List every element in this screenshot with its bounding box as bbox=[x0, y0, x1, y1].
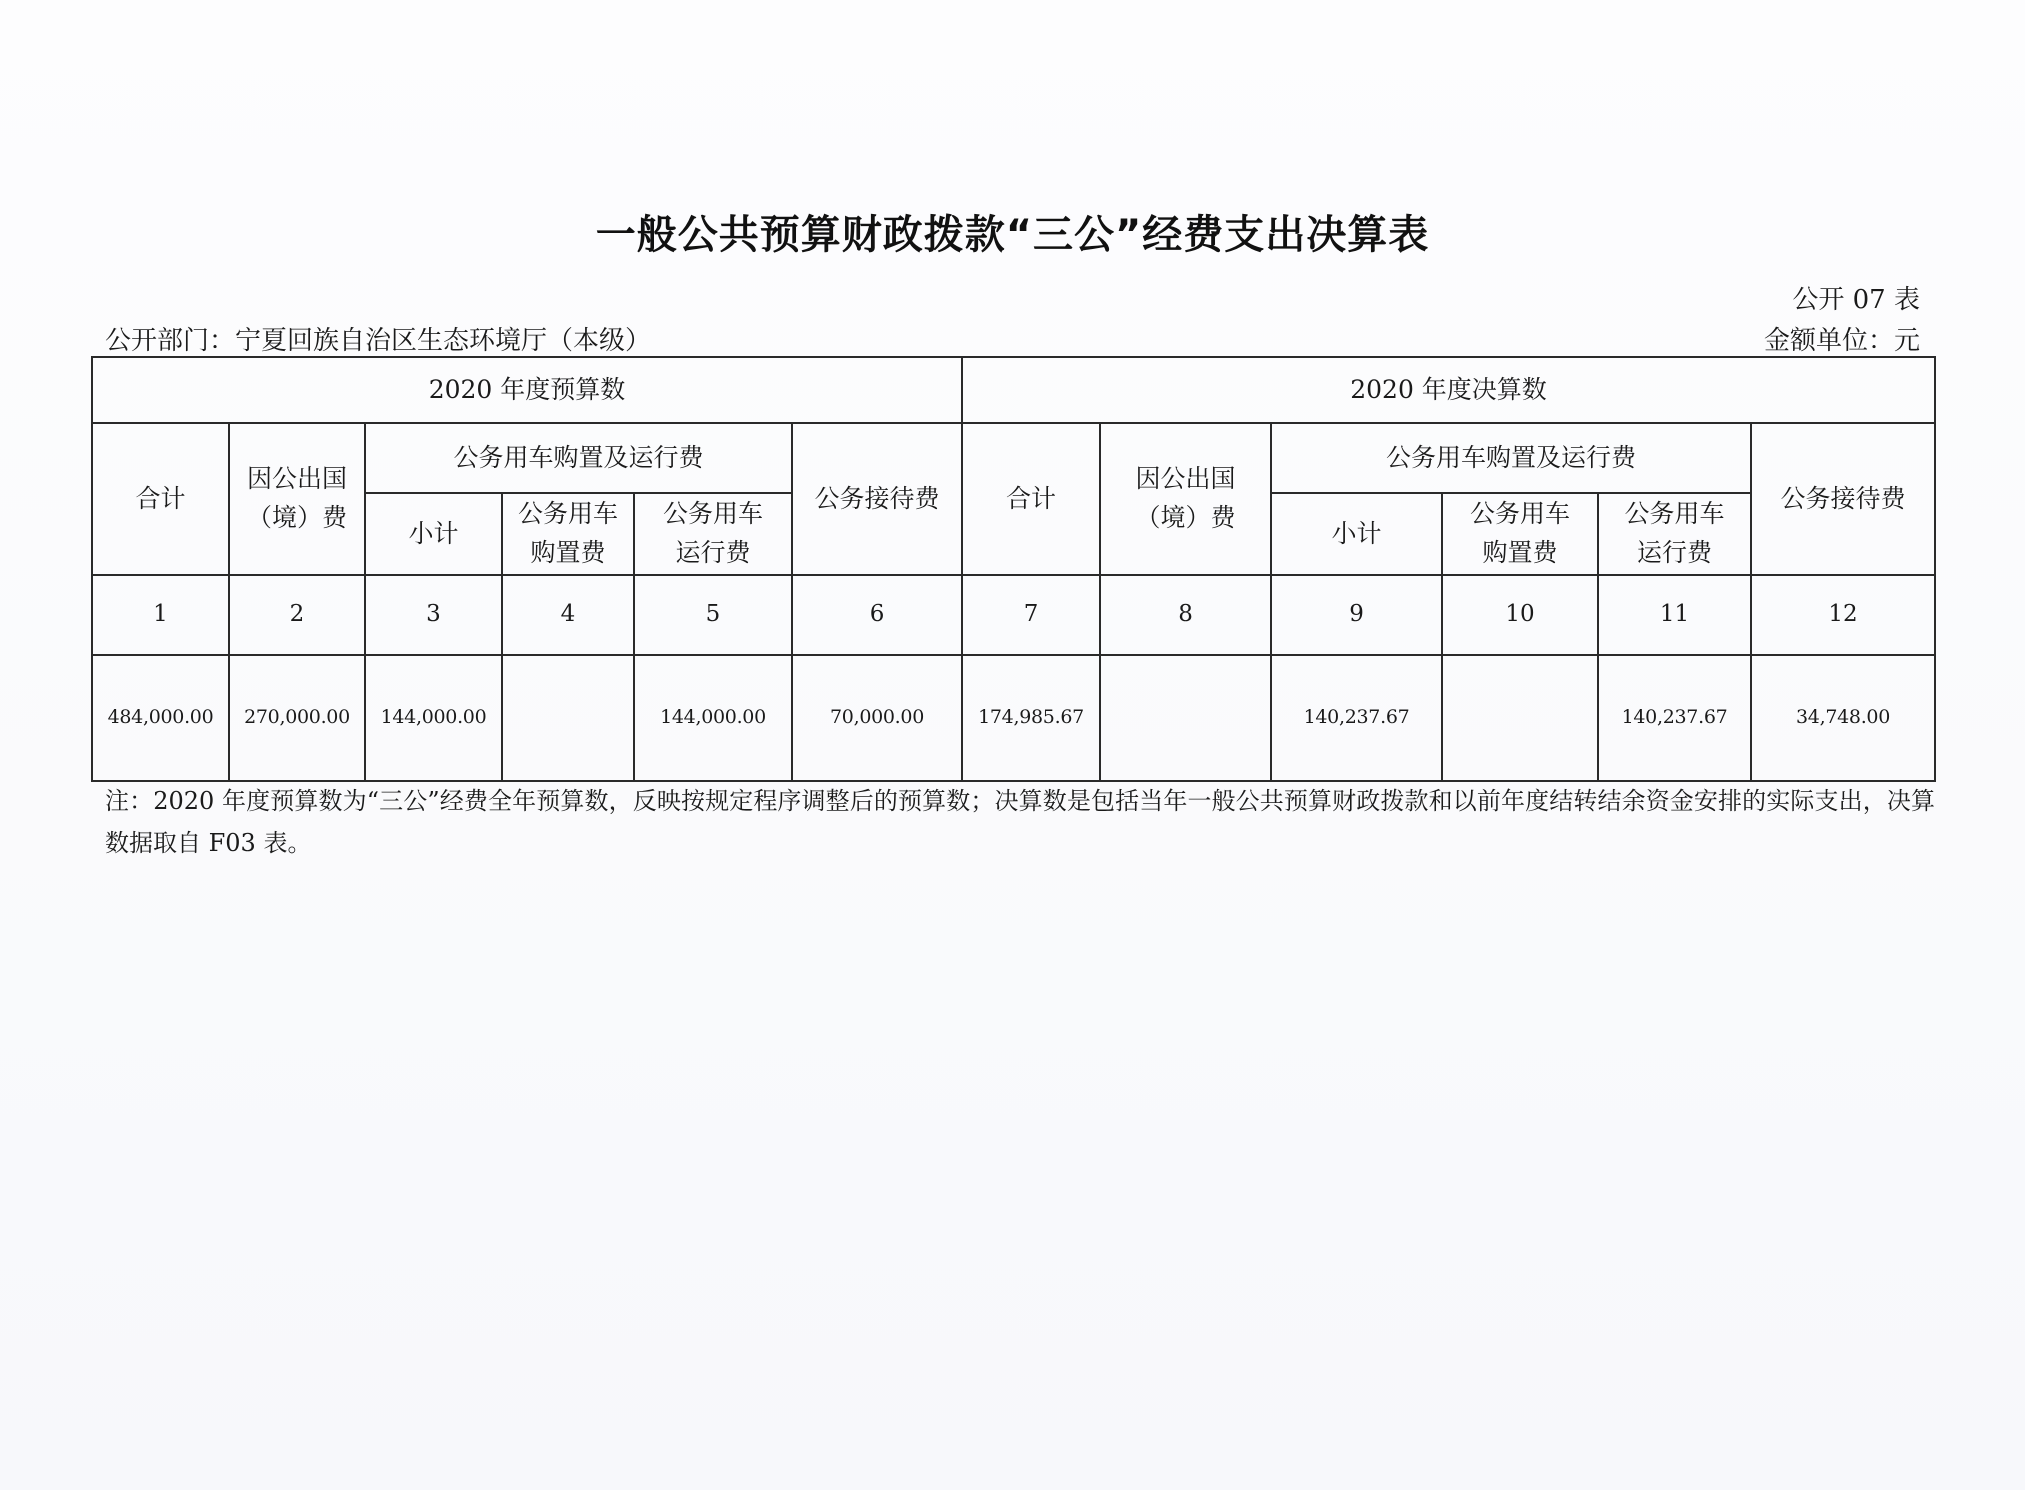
value-cell bbox=[1442, 655, 1598, 781]
column-header-row-1 bbox=[92, 423, 1935, 493]
column-number-row bbox=[92, 575, 1935, 655]
column-number-cell: 7 bbox=[962, 575, 1100, 655]
budget-total-header: 合计 bbox=[92, 423, 229, 575]
data-row bbox=[92, 655, 1935, 781]
column-number-cell: 2 bbox=[229, 575, 365, 655]
column-number-cell: 6 bbox=[792, 575, 962, 655]
value-cell: 70,000.00 bbox=[792, 655, 962, 781]
column-number-cell: 4 bbox=[502, 575, 634, 655]
expenditure-table bbox=[91, 356, 1936, 782]
budget-purchase-header bbox=[502, 493, 634, 575]
header-line: （境）费 bbox=[246, 503, 347, 532]
value-cell: 140,237.67 bbox=[1598, 655, 1751, 781]
header-line: 运行费 bbox=[675, 538, 751, 567]
header-line: （境）费 bbox=[1135, 503, 1236, 532]
value-cell: 34,748.00 bbox=[1751, 655, 1935, 781]
budget-reception-header: 公务接待费 bbox=[792, 423, 962, 575]
final-total-header: 合计 bbox=[962, 423, 1100, 575]
value-cell: 140,237.67 bbox=[1271, 655, 1442, 781]
header-line: 因公出国 bbox=[1135, 464, 1236, 494]
value-cell: 270,000.00 bbox=[229, 655, 365, 781]
value-cell: 174,985.67 bbox=[962, 655, 1100, 781]
budget-subtotal-header: 小计 bbox=[365, 493, 502, 575]
column-number-cell: 8 bbox=[1100, 575, 1271, 655]
form-number: 公开 07 表 bbox=[1792, 285, 1920, 315]
header-line: 购置费 bbox=[1482, 538, 1558, 567]
amount-unit-label: 金额单位：元 bbox=[1763, 326, 1920, 356]
header-line: 运行费 bbox=[1637, 538, 1713, 567]
value-cell: 484,000.00 bbox=[92, 655, 229, 781]
column-number-cell: 10 bbox=[1442, 575, 1598, 655]
budget-group-header: 2020 年度预算数 bbox=[92, 357, 962, 423]
group-header-row bbox=[92, 357, 1935, 423]
final-vehicle-header: 公务用车购置及运行费 bbox=[1271, 423, 1751, 493]
final-group-header: 2020 年度决算数 bbox=[962, 357, 1935, 423]
column-number-cell: 12 bbox=[1751, 575, 1935, 655]
footnote: 注：2020 年度预算数为“三公”经费全年预算数，反映按规定程序调整后的预算数；决算数是包括当年一般公共预算财政拨款和以前年度结转结余资金安排的实际支出，决算数据取自 F03 表。 bbox=[105, 787, 1935, 857]
department-label: 公开部门：宁夏回族自治区生态环境厅（本级） bbox=[105, 326, 652, 356]
column-number-cell: 11 bbox=[1598, 575, 1751, 655]
value-cell bbox=[1100, 655, 1271, 781]
document-title: 一般公共预算财政拨款“三公”经费支出决算表 bbox=[595, 212, 1430, 258]
column-number-cell: 3 bbox=[365, 575, 502, 655]
final-subtotal-header: 小计 bbox=[1271, 493, 1442, 575]
header-line: 公务用车 bbox=[662, 499, 763, 529]
value-cell: 144,000.00 bbox=[634, 655, 792, 781]
header-line: 因公出国 bbox=[246, 464, 347, 494]
column-number-cell: 1 bbox=[92, 575, 229, 655]
column-number-cell: 9 bbox=[1271, 575, 1442, 655]
final-operation-header bbox=[1598, 493, 1751, 575]
header-line: 公务用车 bbox=[517, 499, 618, 529]
header-line: 公务用车 bbox=[1470, 499, 1571, 529]
header-line: 公务用车 bbox=[1624, 499, 1725, 529]
budget-abroad-header bbox=[229, 423, 365, 575]
value-cell: 144,000.00 bbox=[365, 655, 502, 781]
final-reception-header: 公务接待费 bbox=[1751, 423, 1935, 575]
final-purchase-header bbox=[1442, 493, 1598, 575]
header-line: 购置费 bbox=[530, 538, 606, 567]
column-number-cell: 5 bbox=[634, 575, 792, 655]
budget-operation-header bbox=[634, 493, 792, 575]
budget-vehicle-header: 公务用车购置及运行费 bbox=[365, 423, 792, 493]
value-cell bbox=[502, 655, 634, 781]
final-abroad-header bbox=[1100, 423, 1271, 575]
